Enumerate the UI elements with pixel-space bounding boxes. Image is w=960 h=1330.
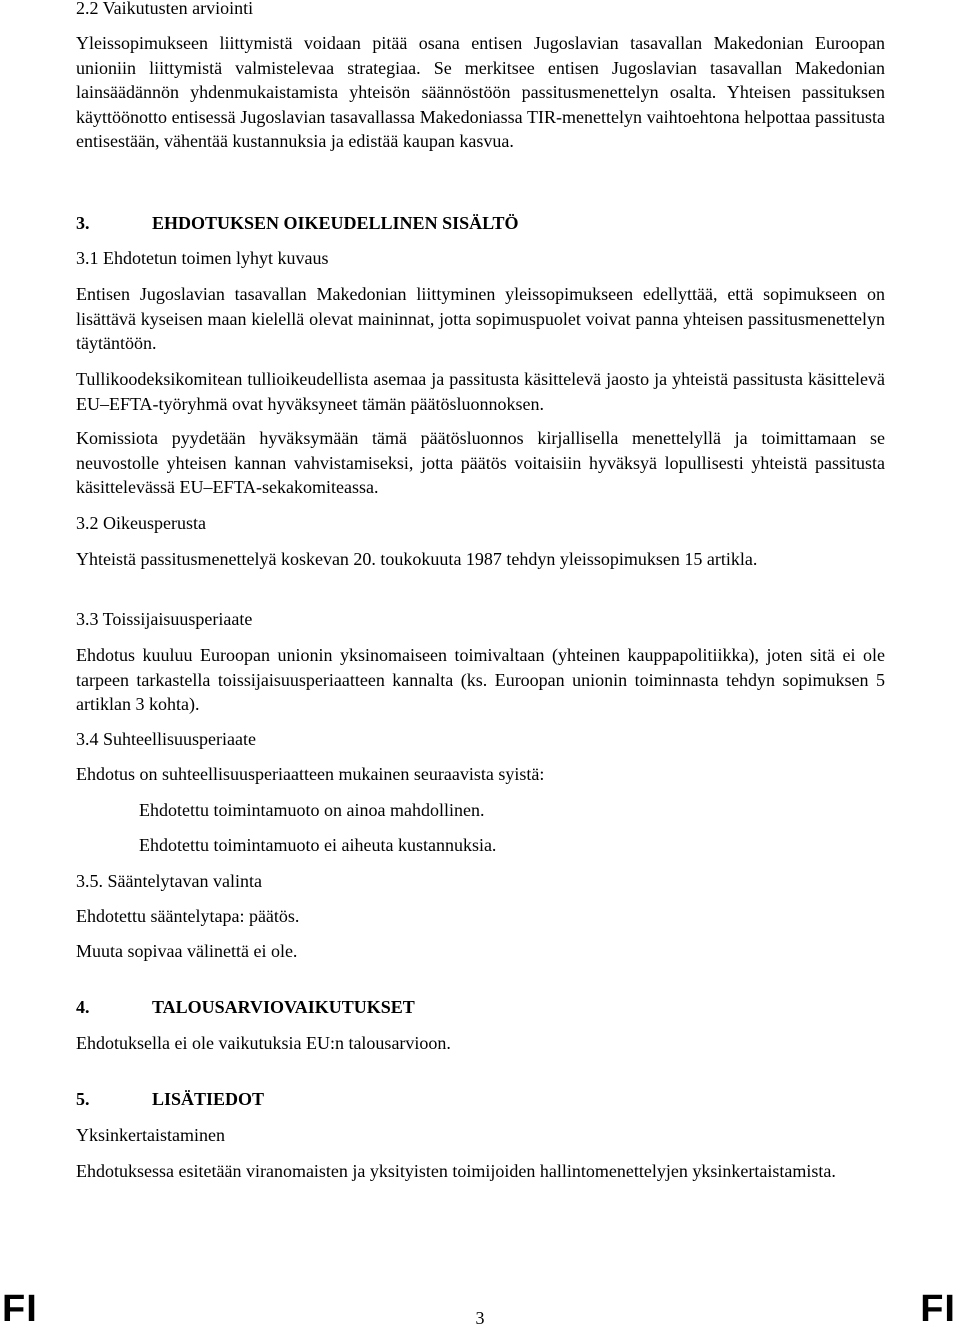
section-2-2-paragraph: Yleissopimukseen liittymistä voidaan pitää osana entisen Jugoslavian tasavallan Makedonian Euroopan unioniin liittymistä valmistelevaa strategiaa. Se merkitsee entisen Jugoslavian tasavallan Makedonian lainsäädännön yhdenmukaistamista yhteisön säännöstöön passitusmenettelyn osalta. Yhteisen passituksen käyttöönotto entisessä Jugoslavian tasavallassa Makedoniassa TIR-menettelyn vaihtoehtona helpottaa passitusta entisestään, vähentää kustannuksia ja edistää kaupan kasvua. — [76, 33, 885, 151]
subsection-3-5-paragraph-1: Ehdotettu sääntelytapa: päätös. — [76, 906, 300, 926]
section-2-2-heading: 2.2 Vaikutusten arviointi — [76, 0, 254, 18]
section-4-number: 4. — [76, 997, 90, 1017]
subsection-3-3-paragraph: Ehdotus kuuluu Euroopan unionin yksinomaiseen toimivaltaan (yhteinen kauppapolitiikka), joten sitä ei ole tarpeen tarkastella toissijaisuusperiaatteen kannalta (ks. Euroopan unionin toiminnasta tehdyn sopimuksen 5 artiklan 3 kohta). — [76, 645, 885, 714]
section-4-paragraph: Ehdotuksella ei ole vaikutuksia EU:n talousarvioon. — [76, 1033, 451, 1053]
subsection-3-4-paragraph: Ehdotus on suhteellisuusperiaatteen mukainen seuraavista syistä: — [76, 764, 545, 784]
subsection-3-1-paragraph-2: Tullikoodeksikomitean tullioikeudellista asemaa ja passitusta käsittelevä jaosto ja yhteistä passitusta käsittelevä EU–EFTA-työryhmä ovat hyväksyneet tämän päätösluonnoksen. — [76, 369, 885, 414]
footer-language-right: FI — [920, 1288, 956, 1330]
section-5-heading — [76, 1087, 885, 1112]
subsection-3-2-heading: 3.2 Oikeusperusta — [76, 513, 206, 533]
subsection-3-1-paragraph-3: Komissiota pyydetään hyväksymään tämä päätösluonnos kirjallisella menettelyllä ja toimittamaan se neuvostolle yhteisen kannan vahvistamiseksi, jotta päätös voitaisiin hyväksyä lopullisesti yhteistä passitusta käsittelevässä EU–EFTA-sekakomiteassa. — [76, 428, 885, 497]
subsection-3-1-heading: 3.1 Ehdotetun toimen lyhyt kuvaus — [76, 248, 329, 268]
section-5-title: LISÄTIEDOT — [152, 1089, 265, 1109]
subsection-3-5-heading: 3.5. Sääntelytavan valinta — [76, 871, 262, 891]
subsection-3-5-paragraph-2: Muuta sopivaa välinettä ei ole. — [76, 941, 298, 961]
footer-page-number: 3 — [475, 1308, 485, 1328]
subsection-3-2-paragraph: Yhteistä passitusmenettelyä koskevan 20. toukokuuta 1987 tehdyn yleissopimuksen 15 artikla. — [76, 549, 758, 569]
subsection-3-4-heading: 3.4 Suhteellisuusperiaate — [76, 729, 256, 749]
section-5-paragraph: Ehdotuksessa esitetään viranomaisten ja yksityisten toimijoiden hallintomenettelyjen yksinkertaistamista. — [76, 1161, 836, 1181]
subsection-3-3-heading: 3.3 Toissijaisuusperiaate — [76, 609, 253, 629]
section-3-title: EHDOTUKSEN OIKEUDELLINEN SISÄLTÖ — [152, 213, 519, 233]
section-4-heading — [76, 995, 885, 1020]
section-4-title: TALOUSARVIOVAIKUTUKSET — [152, 997, 415, 1017]
subsection-3-4-list-item-2: Ehdotettu toimintamuoto ei aiheuta kustannuksia. — [139, 835, 497, 855]
subsection-3-1-paragraph-1: Entisen Jugoslavian tasavallan Makedonian liittyminen yleissopimukseen edellyttää, että sopimukseen on lisättävä kyseisen maan kielellä olevat maininnat, jotta sopimuspuolet voivat panna yhteisen passitusmenettelyn täytäntöön. — [76, 284, 885, 353]
footer-language-left: FI — [2, 1288, 38, 1330]
section-3-heading — [76, 211, 885, 236]
section-5-subheading: Yksinkertaistaminen — [76, 1125, 225, 1145]
section-3-number: 3. — [76, 213, 90, 233]
subsection-3-4-list-item-1: Ehdotettu toimintamuoto on ainoa mahdollinen. — [139, 800, 485, 820]
section-5-number: 5. — [76, 1089, 90, 1109]
